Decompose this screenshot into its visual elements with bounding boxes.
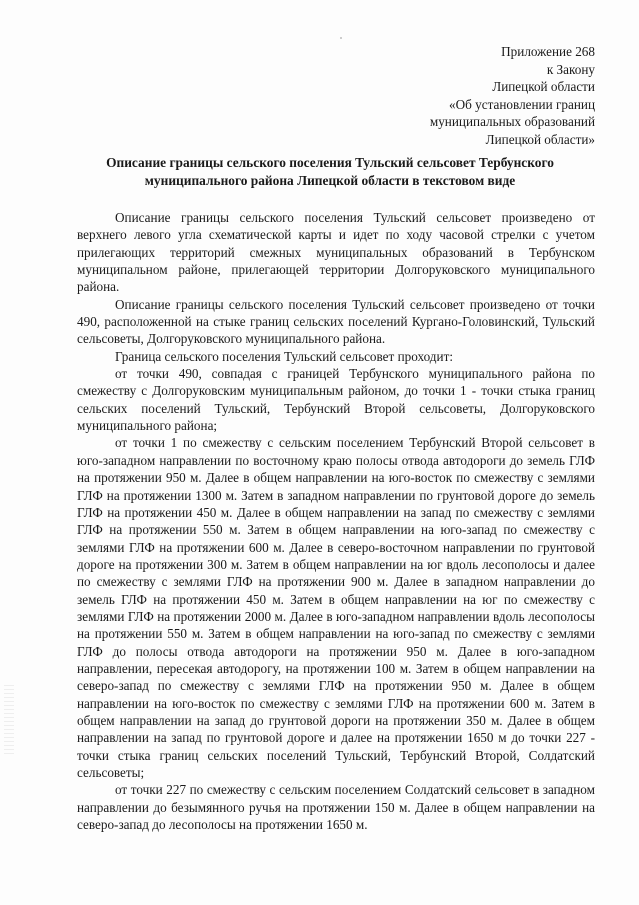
paragraph: от точки 490, совпадая с границей Тербунского муниципального района по смежеству с Долгоруковским муниципальным районом, до точки 1 - точки стыка границ сельских поселений Тульский, Тербунский Второй сельсоветы, Долгоруковского муниципального района; xyxy=(77,366,595,434)
appendix-line: Липецкой области» xyxy=(485,131,595,147)
title-line: муниципального района Липецкой области в текстовом виде xyxy=(144,173,516,188)
appendix-header xyxy=(355,43,595,149)
paragraph: Описание границы сельского поселения Тульский сельсовет произведено от верхнего левого угла схематической карты и идет по ходу часовой стрелки с учетом прилегающих территорий смежных муниципальных образований в Тербунском муниципальном районе, прилегающей территории Долгоруковского муниципального района. xyxy=(77,210,595,295)
appendix-line: муниципальных образований xyxy=(429,114,595,130)
appendix-line: к Закону xyxy=(546,61,595,77)
appendix-line: Приложение 268 xyxy=(501,44,595,59)
document-body xyxy=(77,209,595,833)
appendix-line: Липецкой области xyxy=(492,79,595,95)
title-line: Описание границы сельского поселения Тульский сельсовет Тербунского xyxy=(106,155,554,170)
scan-artifact xyxy=(4,685,14,755)
paragraph: от точки 227 по смежеству с сельским поселением Солдатский сельсовет в западном направлении до безымянного ручья на протяжении 150 м. Далее в общем направлении на северо-запад до лесополосы на протяжении 1650 м. xyxy=(77,782,595,833)
paragraph: Граница сельского поселения Тульский сельсовет проходит: xyxy=(115,348,454,364)
appendix-line: «Об установлении границ xyxy=(449,96,595,112)
paragraph: Описание границы сельского поселения Тульский сельсовет произведено от точки 490, расположенной на стыке границ сельских поселений Кургано-Головинский, Тульский сельсоветы, Долгоруковского муниципального района. xyxy=(77,296,595,347)
scan-speck xyxy=(340,37,342,39)
paragraph: от точки 1 по смежеству с сельским поселением Тербунский Второй сельсовет в юго-западном направлении по восточному краю полосы отвода автодороги до земель ГЛФ на протяжении 950 м. Далее в общем направлении на юго-восток по смежеству с землями ГЛФ на протяжении 1300 м. Затем в западном направлении по грунтовой дороге до земель ГЛФ на протяжении 450 м. Далее в общем направлении на запад по смежеству с землями ГЛФ на протяжении 550 м. Затем в общем направлении на юго-запад по смежеству с землями ГЛФ на протяжении 600 м. Далее в северо-восточном направлении по грунтовой дороге на протяжении 300 м. Затем в общем направлении на юг вдоль лесополосы и далее по смежеству с землями ГЛФ на протяжении 900 м. Далее в западном направлении до земель ГЛФ на протяжении 450 м. Затем в общем направлении на юг по смежеству с землями ГЛФ на протяжении 2000 м. Далее в юго-западном направлении вдоль лесополосы на протяжении 550 м. Затем в общем направлении на юго-запад по смежеству с землями ГЛФ до полосы отвода автодороги на протяжении 950 м. Далее в юго-западном направлении, пересекая автодорогу, на протяжении 100 м. Затем в общем направлении на северо-запад по смежеству с землями ГЛФ на протяжении 950 м. Далее в общем направлении на юго-восток по смежеству с землями ГЛФ на протяжении 600 м. Затем в общем направлении на запад до грунтовой дороги на протяжении 350 м. Далее в общем направлении на запад по грунтовой дороге и далее на протяжении 1650 м до точки 227 - точки стыка границ сельских поселений Тульский, Тербунский Второй, Солдатский сельсоветы; xyxy=(77,435,595,780)
document-title xyxy=(70,154,590,190)
